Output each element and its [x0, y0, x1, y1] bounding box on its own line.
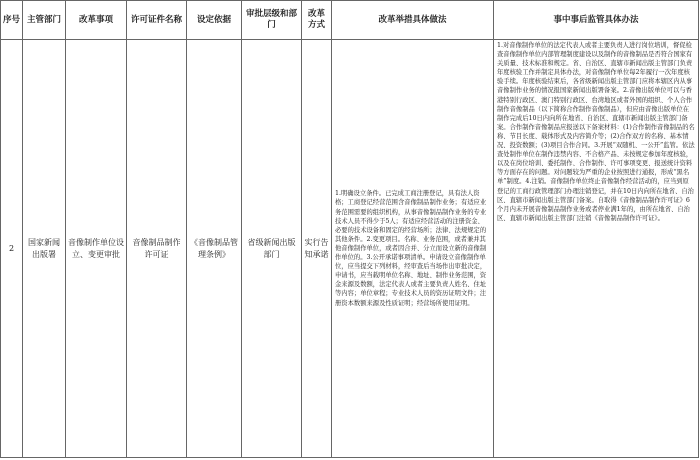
cell-license: 音像制品制作许可证	[127, 40, 187, 458]
cell-supervision: 1.对音像制作单位的法定代表人或者主要负责人进行岗位培训，督促检查音像制作单位内部管理制度建设以及制作的音像制品是否符合国家有关质量、技术标准和规定。省、自治区、直辖市新闻出版主管部门负责年度核验工作并制定具体办法，对音像制作单位每2年履行一次年度核验手续。年度核验结束后，各省级新闻出版主管部门应将本辖区内从事音像制作业务的情况报国家新闻出版署备案。2.音像出版单位可以与香港特别行政区、澳门特别行政区、台湾地区或者外国的组织、个人合作制作音像制品（以下简称合作制作音像制品），但应由音像出版单位在制作完成后10日内向所在地省、自治区、直辖市新闻出版主管部门备案。合作制作音像制品应报送以下备案材料：(1)合作制作音像制品的名称、节目长度、载体形式及内容简介等；(2)合作双方的名称、基本情况、投资数额；(3)项目合作合同。3.开展“双随机、一公开”监管。依法查处制作单位在制作违禁内容、不合格产品、未按规定参加年度核验，以及在岗位培训、委托制作、合作制作、许可事项变更、报送统计资料等方面存在的问题。对问题较为严重的企业按照进行通报，形成“黑名单”制度。4.注销。音像制作单位终止音像制作经营活动的，应当到原登记的工商行政管理部门办理注销登记，并在10日内向所在地省、自治区、直辖市新闻出版主管部门备案。自取得《音像制品制作许可证》6个月内未开展音像制品制作业务或者停业满1年的，由所在地省、自治区、直辖市新闻出版主管部门注销《音像制品制作许可证》。	[494, 40, 699, 458]
header-method: 改革方式	[302, 1, 332, 40]
cell-seq: 2	[1, 40, 23, 458]
header-supervision: 事中事后监管具体办法	[494, 1, 699, 40]
cell-level: 省级新闻出版部门	[242, 40, 302, 458]
header-seq: 序号	[1, 1, 23, 40]
cell-basis: 《音像制品管理条例》	[187, 40, 242, 458]
header-level: 审批层级和部门	[242, 1, 302, 40]
cell-measures: 1.明确设立条件。已完成工商注册登记，具有法人资格；工商登记经营范围含音像制品制作业务；有适应业务范围需要的组织机构，从事音像制品制作业务的专业技术人员不得少于5人；有适应经营活动的注册资金、必要的技术设备和固定的经营场所；法律、法规规定的其他条件。2.变更项目。名称、业务范围，或者兼并其他音像制作单位，或者因合并、分立而设立新的音像制作单位的。3.公开承诺事项清单。申请设立音像制作单位，应当提交下列材料，经审查后当场作出审批决定，申请书，应当载明单位名称、地址、制作业务范围，资金来源及数额，法定代表人或者主要负责人姓名、住址等内容；单位章程；专业技术人员的资历证明文件；注册资本数额来源及性质证明；经营场所使用证明。	[332, 40, 494, 458]
header-dept: 主管部门	[23, 1, 66, 40]
table-row	[1, 40, 699, 458]
header-license: 许可证件名称	[127, 1, 187, 40]
cell-item: 音像制作单位设立、变更审批	[66, 40, 127, 458]
header-row	[1, 1, 699, 40]
header-basis: 设定依据	[187, 1, 242, 40]
header-item: 改革事项	[66, 1, 127, 40]
cell-method: 实行告知承诺	[302, 40, 332, 458]
header-measures: 改革举措具体做法	[332, 1, 494, 40]
cell-dept: 国家新闻出版署	[23, 40, 66, 458]
